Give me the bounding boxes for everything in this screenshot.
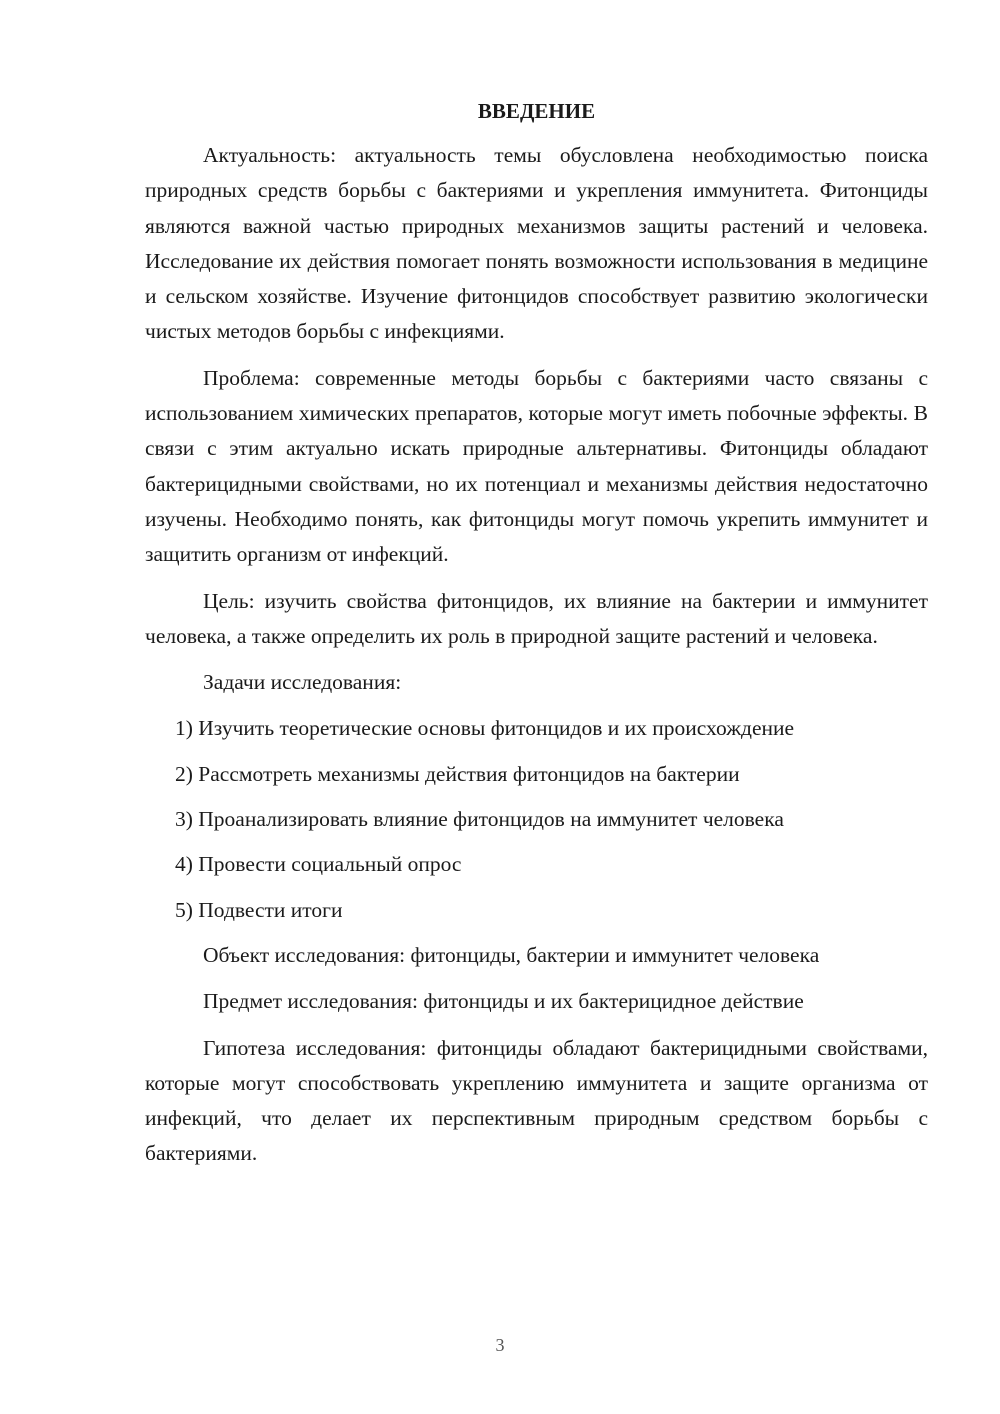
hypothesis-paragraph: Гипотеза исследования: фитонциды обладают бактерицидными свойствами, которые могут способствовать укреплению иммунитета и защите организма от инфекций, что делает их перспективным природным средством борьбы с бактериями. [145,1035,928,1166]
list-item: 5) Подвести итоги [175,897,343,922]
goal-paragraph: Цель: изучить свойства фитонцидов, их влияние на бактерии и иммунитет человека, а также определить их роль в природной защите растений и человека. [145,588,928,648]
tasks-list [145,711,928,927]
subject-paragraph: Предмет исследования: фитонциды и их бактерицидное действие [203,989,804,1014]
page-number: 3 [495,1335,505,1355]
list-item: 4) Провести социальный опрос [175,852,462,877]
list-item: 2) Рассмотреть механизмы действия фитонцидов на бактерии [175,761,740,786]
page-title: ВВЕДЕНИЕ [477,99,596,123]
problem-paragraph: Проблема: современные методы борьбы с бактериями часто связаны с использованием химических препаратов, которые могут иметь побочные эффекты. В связи с этим актуально искать природные альтернативы. Фитонциды обладают бактерицидными свойствами, но их потенциал и механизмы действия недостаточно изучены. Необходимо понять, как фитонциды могут помочь укрепить иммунитет и защитить организм от инфекций. [145,365,928,567]
tasks-heading: Задачи исследования: [203,670,402,695]
list-item: 1) Изучить теоретические основы фитонцидов и их происхождение [175,716,795,741]
document-page [145,96,928,1183]
list-item: 3) Проанализировать влияние фитонцидов на иммунитет человека [175,807,784,832]
object-paragraph: Объект исследования: фитонциды, бактерии и иммунитет человека [203,942,820,967]
relevance-paragraph: Актуальность: актуальность темы обусловлена необходимостью поиска природных средств борьбы с бактериями и укрепления иммунитета. Фитонциды являются важной частью природных механизмов защиты растений и человека. Исследование их действия помогает понять возможности использования в медицине и сельском хозяйстве. Изучение фитонцидов способствует развитию экологически чистых методов борьбы с инфекциями. [145,143,928,344]
